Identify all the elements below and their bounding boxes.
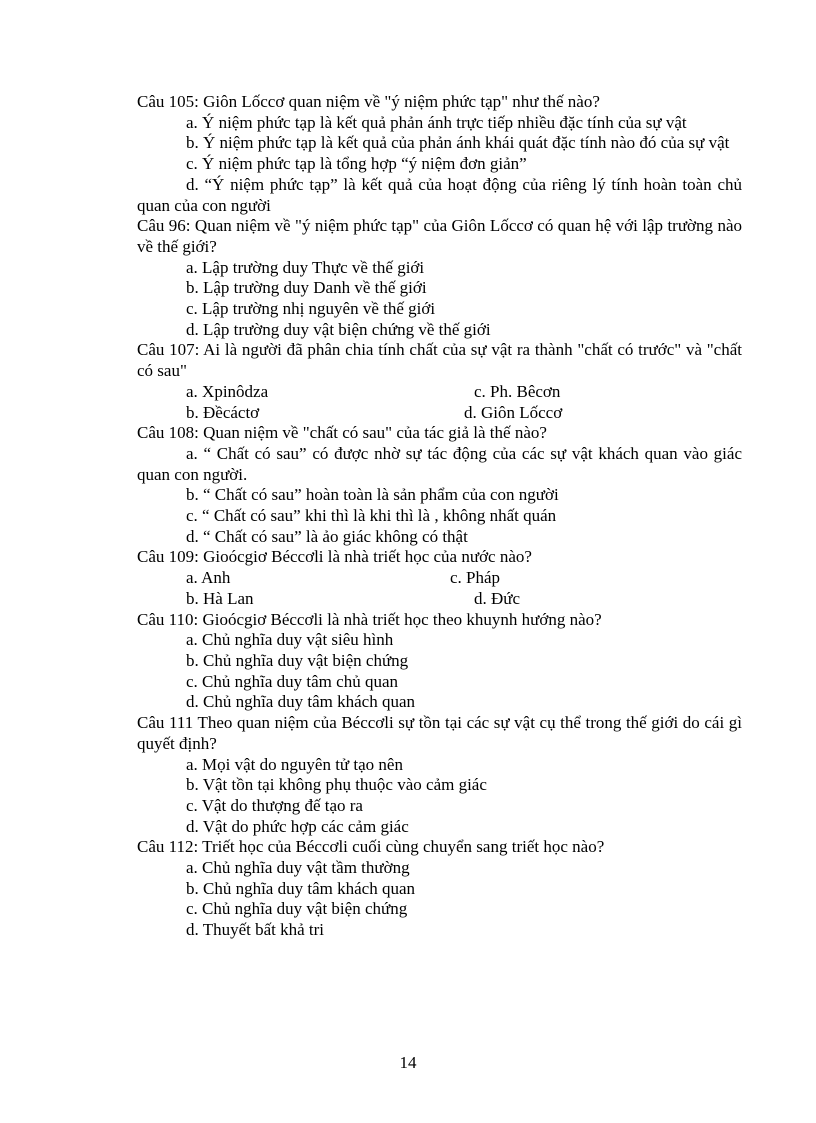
question-105: Câu 105: Giôn Lốccơ quan niệm về "ý niệm phức tạp" như thế nào? — [137, 92, 600, 111]
question-107: Câu 107: Ai là người đã phân chia tính chất của sự vật ra thành "chất có trước" và "chất có sau" — [137, 340, 742, 381]
question-96: Câu 96: Quan niệm về "ý niệm phức tạp" của Giôn Lốccơ có quan hệ với lập trường nào về thế giới? — [137, 216, 742, 256]
question-96-option-c: c. Lập trường nhị nguyên về thế giới — [186, 299, 436, 319]
question-112-option-c: c. Chủ nghĩa duy vật biện chứng — [186, 899, 408, 919]
question-109-option-b: b. Hà Lan — [186, 588, 254, 608]
question-111-option-a: a. Mọi vật do nguyên tử tạo nên — [186, 754, 403, 774]
question-112-option-d: d. Thuyết bất khả tri — [186, 920, 325, 940]
question-109-option-a: a. Anh — [186, 568, 231, 588]
question-105-option-d: d. “Ý niệm phức tạp” là kết quả của hoạt động của riêng lý tính hoàn toàn chủ quan của con người — [137, 174, 742, 215]
question-109-option-d: d. Đức — [474, 588, 521, 608]
question-110-option-c: c. Chủ nghĩa duy tâm chủ quan — [186, 671, 398, 691]
question-96-option-d: d. Lập trường duy vật biện chứng về thế giới — [186, 319, 491, 339]
question-105-option-a: a. Ý niệm phức tạp là kết quả phản ánh trực tiếp nhiều đặc tính của sự vật — [186, 112, 687, 132]
question-109-option-c: c. Pháp — [450, 568, 501, 588]
question-109: Câu 109: Gioócgiơ Béccơli là nhà triết học của nước nào? — [137, 547, 532, 567]
question-109-row-1 — [137, 568, 742, 589]
question-107-option-c: c. Ph. Bêcơn — [474, 381, 561, 401]
question-112-option-b: b. Chủ nghĩa duy tâm khách quan — [186, 878, 415, 898]
question-111-option-c: c. Vật do thượng đế tạo ra — [186, 795, 363, 815]
question-107-option-a: a. Xpinôdza — [186, 381, 269, 401]
question-105-option-c: c. Ý niệm phức tạp là tổng hợp “ý niệm đơn giản” — [186, 154, 527, 174]
question-list — [137, 92, 742, 941]
question-108-option-a: a. “ Chất có sau” có được nhờ sự tác động của các sự vật khách quan vào giác quan con người. — [137, 443, 742, 484]
question-108-option-d: d. “ Chất có sau” là ảo giác không có thật — [186, 526, 468, 546]
question-110-option-d: d. Chủ nghĩa duy tâm khách quan — [186, 692, 415, 712]
question-108-option-b: b. “ Chất có sau” hoàn toàn là sản phẩm của con người — [186, 485, 559, 505]
question-111-option-b: b. Vật tồn tại không phụ thuộc vào cảm giác — [186, 775, 487, 795]
question-112: Câu 112: Triết học của Béccơli cuối cùng chuyển sang triết học nào? — [137, 837, 605, 857]
question-111-option-d: d. Vật do phức hợp các cảm giác — [186, 816, 409, 836]
page-number: 14 — [399, 1053, 417, 1072]
question-107-option-d: d. Giôn Lốccơ — [464, 402, 563, 422]
question-108: Câu 108: Quan niệm về "chất có sau" của tác giả là thế nào? — [137, 423, 547, 443]
question-96-option-b: b. Lập trường duy Danh về thế giới — [186, 278, 427, 298]
question-109-row-2 — [137, 589, 742, 610]
question-110-option-b: b. Chủ nghĩa duy vật biện chứng — [186, 650, 409, 670]
question-110: Câu 110: Gioócgiơ Béccơli là nhà triết học theo khuynh hướng nào? — [137, 609, 602, 629]
question-107-row-2 — [137, 403, 742, 424]
question-107-row-1 — [137, 382, 742, 403]
question-96-option-a: a. Lập trường duy Thực về thế giới — [186, 257, 425, 277]
question-108-option-c: c. “ Chất có sau” khi thì là khi thì là , không nhất quán — [186, 506, 557, 526]
question-107-option-b: b. Đềcáctơ — [186, 402, 260, 422]
question-105-option-b: b. Ý niệm phức tạp là kết quả của phản ánh khái quát đặc tính nào đó của sự vật — [186, 133, 730, 153]
question-110-option-a: a. Chủ nghĩa duy vật siêu hình — [186, 630, 394, 650]
question-112-option-a: a. Chủ nghĩa duy vật tầm thường — [186, 858, 410, 878]
question-111: Câu 111 Theo quan niệm của Béccơli sự tồn tại các sự vật cụ thể trong thế giới do cái gì quyết định? — [137, 713, 742, 753]
